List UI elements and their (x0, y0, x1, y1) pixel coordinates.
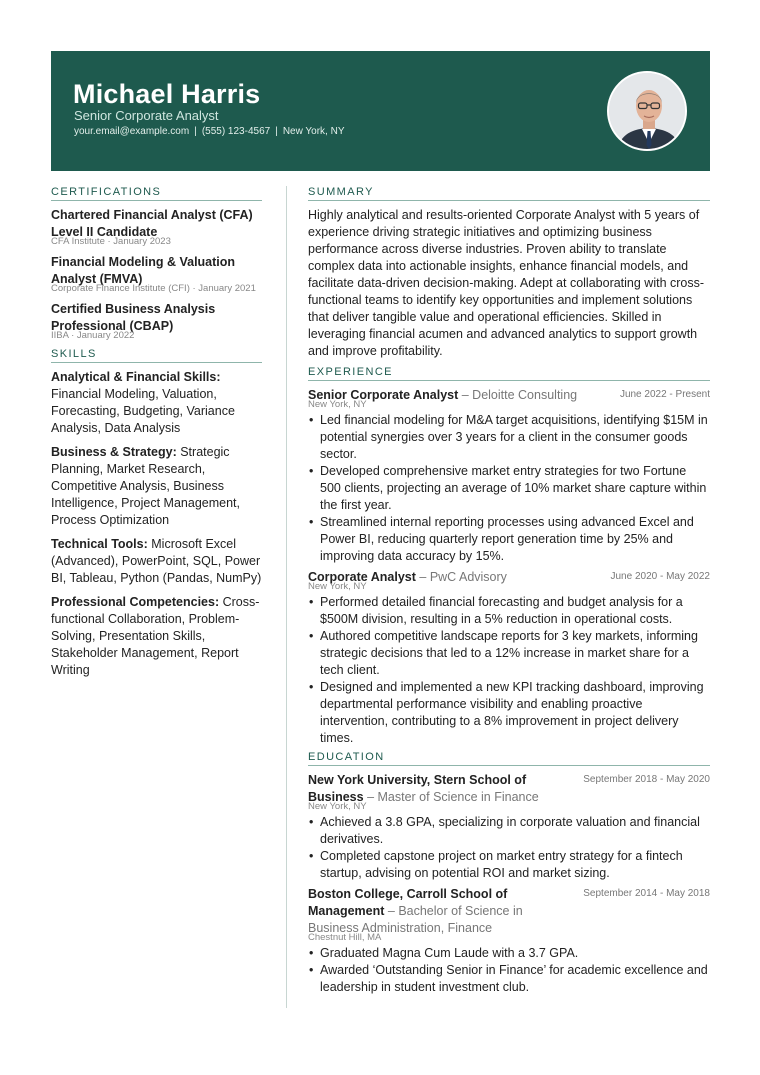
skill-label: Analytical & Financial Skills: (51, 370, 221, 384)
job-company: – PwC Advisory (419, 570, 507, 584)
list-item: • Graduated Magna Cum Laude with a 3.7 GPA. (308, 945, 710, 962)
job-bullets (308, 412, 710, 565)
summary-text: Highly analytical and results-oriented Corporate Analyst with 5 years of experience driving strategic initiatives and optimizing business performance across diverse industries. Proven ability to translate complex data into actionable insights, enhance financial models, and facilitate data-driven decision-making. Adept at collaborating with cross-functional teams to identify key opportunities and implement solutions that deliver tangible value and operational efficiencies. Skilled in leveraging financial acumen and advanced analytics to support growth and improve profitability. (308, 208, 705, 358)
contact-separator: | (275, 126, 278, 137)
job-title: Senior Corporate Analyst (308, 388, 459, 402)
experience-item (308, 569, 710, 747)
section-title-experience: EXPERIENCE (308, 366, 710, 381)
skill-label: Business & Strategy: (51, 445, 177, 459)
skill-label: Technical Tools: (51, 537, 148, 551)
certification-item (51, 301, 262, 341)
right-column (308, 186, 710, 1000)
skill-text: Microsoft Excel (Advanced), PowerPoint, SQL, Power BI, Tableau, Python (Pandas, NumPy) (51, 537, 262, 585)
profile-photo (607, 71, 687, 151)
degree-name: – Master of Science in Finance (367, 790, 539, 804)
skill-text: Cross-functional Collaboration, Problem-Solving, Presentation Skills, Stakeholder Management, Report Writing (51, 595, 260, 677)
skill-group (51, 444, 262, 529)
left-column (51, 186, 262, 686)
candidate-role: Senior Corporate Analyst (74, 108, 219, 123)
list-item: • Authored competitive landscape reports for 3 key markets, informing strategic decisions that led to a 12% increase in market share for a tech client. (308, 628, 710, 679)
skill-label: Professional Competencies: (51, 595, 220, 609)
certification-meta: Corporate Finance Institute (CFI) · January 2021 (51, 283, 256, 294)
list-item: • Led financial modeling for M&A target acquisitions, identifying $15M in potential synergies over 3 years for a client in the consumer goods sector. (308, 412, 710, 463)
experience-item (308, 387, 710, 565)
location-text: New York, NY (282, 126, 345, 137)
list-item: • Performed detailed financial forecasting and budget analysis for a $500M division, resulting in a 5% reduction in operational costs. (308, 594, 710, 628)
degree-name: – Bachelor of Science in Business Administration, Finance (308, 904, 523, 935)
job-date: June 2022 - Present (619, 389, 710, 400)
education-heading (308, 886, 563, 937)
contact-line (74, 126, 345, 137)
education-location: Chestnut Hill, MA (308, 932, 382, 943)
skill-group (51, 594, 262, 679)
certification-item (51, 254, 262, 294)
skill-text: Strategic Planning, Market Research, Competitive Analysis, Business Intelligence, Project Management, Process Optimization (51, 445, 240, 527)
section-title-education: EDUCATION (308, 751, 710, 766)
list-item: • Achieved a 3.8 GPA, specializing in corporate valuation and financial derivatives. (308, 814, 710, 848)
job-bullets (308, 594, 710, 747)
skill-group (51, 369, 262, 437)
job-date: June 2020 - May 2022 (610, 571, 710, 582)
education-location: New York, NY (308, 801, 367, 812)
resume-header (51, 51, 710, 171)
education-item (308, 886, 710, 996)
school-name: New York University, Stern School of Business (308, 773, 527, 804)
skill-group (51, 536, 262, 587)
skill-text: Financial Modeling, Valuation, Forecasting, Budgeting, Variance Analysis, Data Analysis (51, 387, 235, 435)
candidate-name: Michael Harris (73, 79, 261, 109)
list-item: • Streamlined internal reporting processes using advanced Excel and Power BI, reducing quarterly report generation time by 25% and improving data accuracy by 15%. (308, 514, 710, 565)
list-item: • Completed capstone project on market entry strategy for a fintech startup, advising on potential ROI and market sizing. (308, 848, 710, 882)
job-location: New York, NY (308, 581, 367, 592)
contact-separator: | (194, 126, 197, 137)
phone-text: (555) 123-4567 (201, 126, 271, 137)
certification-title: Financial Modeling & Valuation Analyst (FMVA) (51, 255, 236, 286)
list-item: • Awarded ‘Outstanding Senior in Finance’ for academic excellence and leadership in student investment club. (308, 962, 710, 996)
certification-meta: CFA Institute · January 2023 (51, 236, 171, 247)
job-location: New York, NY (308, 399, 367, 410)
list-item: • Developed comprehensive market entry strategies for two Fortune 500 clients, projecting an average of 10% market share capture within the first year. (308, 463, 710, 514)
certification-title: Chartered Financial Analyst (CFA) Level II Candidate (51, 208, 253, 239)
certification-item (51, 207, 262, 247)
section-title-summary: SUMMARY (308, 186, 710, 201)
education-date: September 2014 - May 2018 (583, 888, 710, 899)
education-bullets (308, 945, 710, 996)
list-item: • Designed and implemented a new KPI tracking dashboard, improving departmental performance visibility and enabling proactive intervention, contributing to a 8% improvement in project delivery times. (308, 679, 710, 747)
column-divider (286, 186, 287, 1008)
education-item (308, 772, 710, 882)
certification-meta: IIBA · January 2022 (51, 330, 135, 341)
school-name: Boston College, Carroll School of Management (308, 887, 508, 918)
certification-title: Certified Business Analysis Professional (CBAP) (51, 302, 216, 333)
section-title-skills: SKILLS (51, 348, 262, 363)
education-bullets (308, 814, 710, 882)
section-title-certifications: CERTIFICATIONS (51, 186, 262, 201)
job-company: – Deloitte Consulting (461, 388, 578, 402)
education-date: September 2018 - May 2020 (583, 774, 710, 785)
email-link[interactable]: your.email@example.com (74, 126, 190, 137)
job-title: Corporate Analyst (308, 570, 416, 584)
person-portrait-icon (609, 73, 687, 151)
